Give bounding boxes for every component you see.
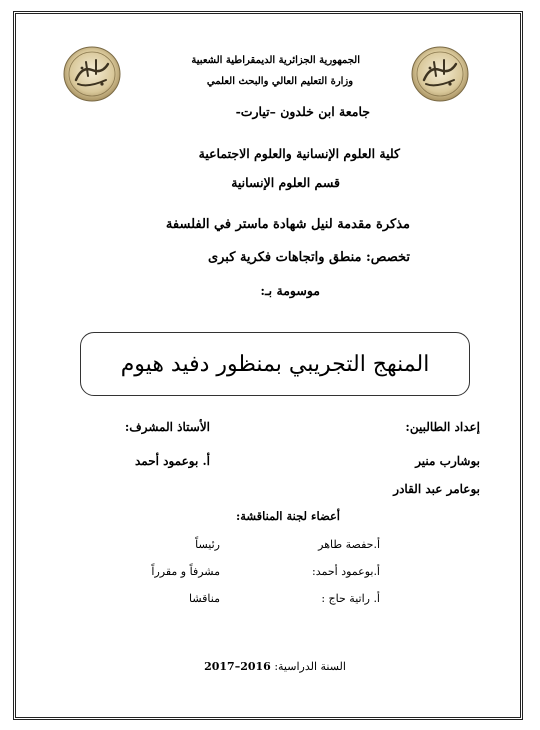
academic-year <box>190 660 360 673</box>
student-name-1: بوشارب منير <box>415 454 480 468</box>
specialty: تخصص: منطق واتجاهات فكرية كبرى <box>207 250 410 265</box>
thesis-title: المنهج التجريبي بمنظور دفيد هيوم <box>120 351 430 377</box>
committee-member-role: رئيساً <box>195 538 220 551</box>
ministry-name: وزارة التعليم العالي والبحث العلمي <box>206 76 354 87</box>
memoir-description: مذكرة مقدمة لنيل شهادة ماستر في الفلسفة <box>165 217 410 232</box>
supervisor-name: أ. بوعمود أحمد <box>134 454 210 468</box>
students-label: إعداد الطالبين: <box>405 420 480 434</box>
committee-member-name: أ. راتية حاج : <box>321 592 380 605</box>
university-name: جامعة ابن خلدون –تيارت- <box>235 104 370 119</box>
academic-year-value: 2016–2017 <box>204 660 271 673</box>
republic-name: الجمهورية الجزائرية الديمقراطية الشعبية <box>191 55 360 66</box>
committee-member-role: مشرفاً و مقرراً <box>151 565 220 578</box>
academic-year-label: السنة الدراسية: <box>274 660 346 673</box>
supervisor-label: الأستاذ المشرف: <box>124 420 210 434</box>
university-logo-left <box>62 44 122 104</box>
faculty-name: كلية العلوم الإنسانية والعلوم الاجتماعية <box>198 146 400 161</box>
committee-member-name: أ.بوعمود أحمد: <box>312 565 380 578</box>
committee-member-role: مناقشا <box>189 592 220 605</box>
seal-icon <box>410 44 470 104</box>
titled-label: موسومة بـ: <box>260 283 320 298</box>
thesis-title-box <box>80 332 470 396</box>
seal-icon <box>62 44 122 104</box>
university-logo-right <box>410 44 470 104</box>
department-name: قسم العلوم الإنسانية <box>231 175 340 190</box>
committee-label: أعضاء لجنة المناقشة: <box>236 509 340 523</box>
committee-member-name: أ.حفصة طاهر <box>318 538 380 551</box>
student-name-2: بوعامر عبد القادر <box>393 482 480 496</box>
